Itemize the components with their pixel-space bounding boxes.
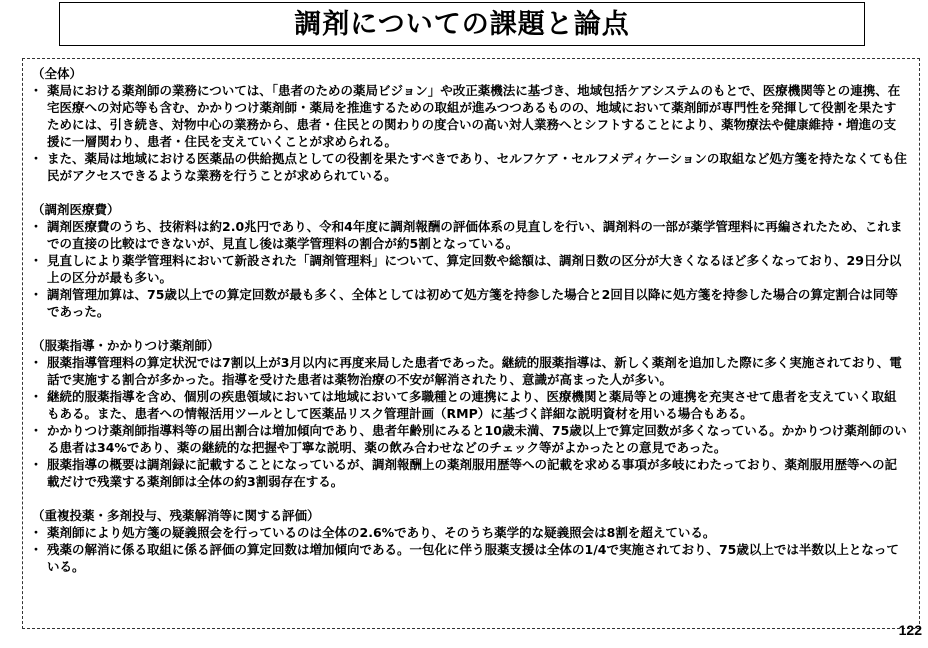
- bullet-text: 継続的服薬指導を含め、個別の疾患領域においては地域において多職種との連携により、医療機関と薬局等との連携を充実させて患者を支えていく取組もある。また、患者への情報活用ツールとして医薬品リスク管理計画（RMP）に基づく詳細な説明資材を用いる場合もある。: [47, 389, 897, 421]
- page-number: 122: [898, 622, 922, 638]
- section: [29, 65, 907, 184]
- bullet-text: 薬局における薬剤師の業務については、「患者のための薬局ビジョン」や改正薬機法に基づき、地域包括ケアシステムのもとで、医療機関等との連携、在宅医療への対応等も含む、かかりつけ薬剤師・薬局を推進するための取組が進みつつあるものの、地域において薬剤師が専門性を発揮して役割を果たすためには、引き続き、対物中心の業務から、患者・住民との関わりの度合いの高い対人業務へとシフトすることにより、薬物療法や健康維持・増進の支援に一層関わり、患者・住民を支えていくことが求められる。: [47, 83, 901, 149]
- bullet-item: [29, 286, 907, 320]
- bullet-item: [29, 252, 907, 286]
- bullet-mark: ・: [29, 83, 43, 98]
- bullet-item: [29, 82, 907, 150]
- title-box: [59, 2, 865, 46]
- bullet-item: [29, 422, 907, 456]
- bullet-mark: ・: [29, 219, 43, 234]
- bullet-text: 調剤管理加算は、75歳以上での算定回数が最も多く、全体としては初めて処方箋を持参した場合と2回目以降に処方箋を持参した場合の算定割合は同等であった。: [47, 287, 898, 319]
- section-heading: （調剤医療費）: [32, 202, 120, 217]
- content-box: [22, 58, 920, 629]
- bullet-mark: ・: [29, 151, 43, 166]
- bullet-mark: ・: [29, 457, 43, 472]
- bullet-text: 調剤医療費のうち、技術料は約2.0兆円であり、令和4年度に調剤報酬の評価体系の見直しを行い、調剤料の一部が薬学管理料に再編されたため、これまでの直接の比較はできないが、見直し後は薬学管理料の割合が約5割となっている。: [47, 219, 903, 251]
- bullet-mark: ・: [29, 253, 43, 268]
- bullet-mark: ・: [29, 287, 43, 302]
- bullet-item: [29, 150, 907, 184]
- section: [29, 337, 907, 490]
- bullet-mark: ・: [29, 542, 43, 557]
- bullet-mark: ・: [29, 423, 43, 438]
- bullet-text: 薬剤師により処方箋の疑義照会を行っているのは全体の2.6%であり、そのうち薬学的な疑義照会は8割を超えている。: [47, 525, 716, 540]
- bullet-mark: ・: [29, 355, 43, 370]
- bullet-item: [29, 388, 907, 422]
- bullet-item: [29, 354, 907, 388]
- bullet-item: [29, 456, 907, 490]
- section-heading: （重複投薬・多剤投与、残薬解消等に関する評価）: [32, 508, 320, 523]
- bullet-item: [29, 541, 907, 575]
- section: [29, 507, 907, 575]
- bullet-item: [29, 218, 907, 252]
- bullet-mark: ・: [29, 525, 43, 540]
- bullet-text: 残薬の解消に係る取組に係る評価の算定回数は増加傾向である。一包化に伴う服薬支援は全体の1/4で実施されており、75歳以上では半数以上となっている。: [47, 542, 899, 574]
- section: [29, 201, 907, 320]
- bullet-text: 服薬指導の概要は調剤録に記載することになっているが、調剤報酬上の薬剤服用歴等への記載を求める事項が多岐にわたっており、薬剤服用歴等への記載だけで残業する薬剤師は全体の約3割弱存在する。: [47, 457, 898, 489]
- section-heading: （全体）: [32, 66, 83, 81]
- bullet-text: かかりつけ薬剤師指導料等の届出割合は増加傾向であり、患者年齢別にみると10歳未満、75歳以上で算定回数が多くなっている。かかりつけ薬剤師のいる患者は34%であり、薬の継続的な把握や丁寧な説明、薬の飲み合わせなどのチェック等がよかったとの意見であった。: [47, 423, 907, 455]
- bullet-text: また、薬局は地域における医薬品の供給拠点としての役割を果たすべきであり、セルフケア・セルフメディケーションの取組など処方箋を持たなくても住民がアクセスできるような業務を行うことが求められている。: [47, 151, 907, 183]
- bullet-item: [29, 524, 907, 541]
- bullet-text: 見直しにより薬学管理料において新設された「調剤管理料」について、算定回数や総額は、調剤日数の区分が大きくなるほど多くなっており、29日分以上の区分が最も多い。: [47, 253, 902, 285]
- section-heading: （服薬指導・かかりつけ薬剤師）: [32, 338, 220, 353]
- bullet-mark: ・: [29, 389, 43, 404]
- page-title: 調剤についての課題と論点: [294, 8, 630, 40]
- bullet-text: 服薬指導管理料の算定状況では7割以上が3月以内に再度来局した患者であった。継続的服薬指導は、新しく薬剤を追加した際に多く実施されており、電話で実施する割合が多かった。指導を受けた患者は薬物治療の不安が解消されたり、意識が高まった人が多い。: [47, 355, 902, 387]
